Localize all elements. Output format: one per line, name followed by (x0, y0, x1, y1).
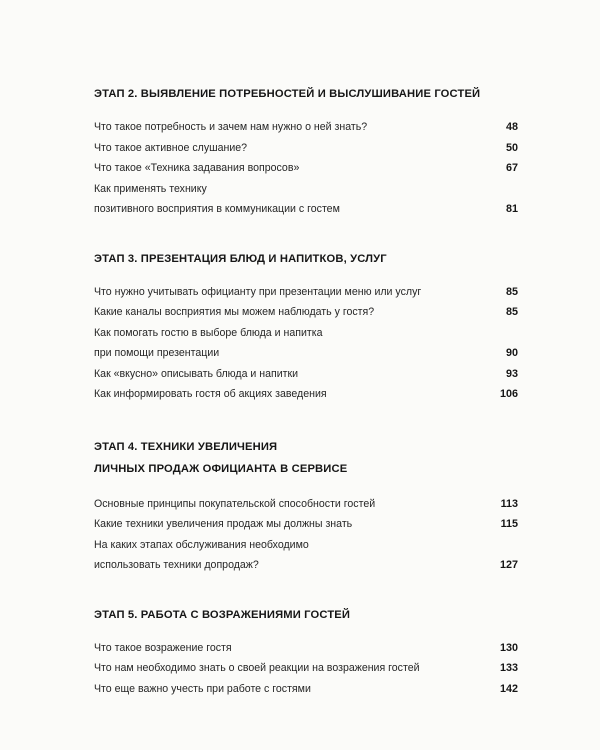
toc-entry-title-line: Что такое «Техника задавания вопросов» (94, 162, 300, 174)
toc-entry-title-line: Что еще важно учесть при работе с гостями (94, 682, 311, 695)
section-heading (94, 607, 518, 624)
toc-entry (94, 535, 518, 576)
section-heading-line: ЭТАП 3. ПРЕЗЕНТАЦИЯ БЛЮД И НАПИТКОВ, УСЛУГ (94, 252, 387, 265)
toc-entry-title (94, 658, 488, 679)
toc-entry-page-number: 67 (505, 162, 518, 174)
toc-entry (94, 302, 518, 323)
table-of-contents (94, 86, 518, 699)
toc-entry-title-line: позитивного восприятия в коммуникации с гостем (94, 203, 340, 215)
toc-entry-page-number: 81 (505, 203, 518, 215)
toc-entry-title-line: Что такое активное слушание? (94, 141, 248, 154)
toc-entry (94, 282, 518, 303)
toc-section-stage-2 (94, 86, 518, 220)
toc-entry-title-line: Что такое потребность и зачем нам нужно о ней знать? (94, 121, 368, 133)
toc-entry-page-number: 130 (499, 641, 518, 654)
toc-entry (94, 158, 518, 179)
section-heading-line: ЭТАП 2. ВЫЯВЛЕНИЕ ПОТРЕБНОСТЕЙ И ВЫСЛУШИВАНИЕ ГОСТЕЙ (94, 88, 481, 100)
toc-entry (94, 364, 518, 385)
toc-entry-page-number: 127 (499, 559, 518, 571)
toc-entry-title (94, 494, 488, 515)
toc-entry-page-number: 93 (505, 367, 518, 380)
toc-entry-page-number: 142 (499, 682, 518, 695)
toc-entry-title-line: Как применять технику (94, 182, 207, 195)
toc-entry-page-number: 50 (505, 141, 518, 154)
toc-entry-title (94, 384, 488, 405)
toc-entry-title-line: Основные принципы покупательской способности гостей (94, 497, 376, 510)
toc-entry-title (94, 282, 488, 303)
toc-entry-page-number: 106 (499, 388, 518, 400)
toc-section-stage-4 (94, 436, 518, 576)
section-heading-line: ЛИЧНЫХ ПРОДАЖ ОФИЦИАНТА В СЕРВИСЕ (94, 462, 348, 475)
section-heading (94, 436, 518, 480)
toc-entry-title-line: На каких этапах обслуживания необходимо (94, 538, 309, 551)
toc-entry-page-number: 115 (500, 518, 518, 530)
toc-entry-title-line: Как информировать гостя об акциях заведения (94, 388, 327, 400)
toc-entry-title (94, 514, 488, 535)
section-heading (94, 86, 518, 103)
toc-entry-page-number: 48 (505, 121, 518, 133)
toc-entry (94, 117, 518, 138)
toc-entry-title (94, 158, 488, 179)
toc-entry-title-line: Что нужно учитывать официанту при презентации меню или услуг (94, 285, 422, 298)
toc-entry-title-line: Как помогать гостю в выборе блюда и напитка (94, 326, 323, 339)
toc-entry-title-line: Что такое возражение гостя (94, 641, 232, 654)
toc-entry-page-number: 113 (500, 497, 518, 510)
toc-entry-page-number: 90 (505, 347, 518, 359)
toc-entry-title (94, 364, 488, 385)
toc-entry-page-number: 133 (499, 662, 518, 674)
toc-entry (94, 384, 518, 405)
toc-entry (94, 638, 518, 659)
toc-entry (94, 494, 518, 515)
toc-entry-title-line: Какие каналы восприятия мы можем наблюдать у гостя? (94, 306, 375, 318)
toc-entry-title (94, 638, 488, 659)
toc-entry-title-line: Что нам необходимо знать о своей реакции на возражения гостей (94, 662, 420, 674)
toc-entry-title (94, 535, 488, 576)
toc-entry-title (94, 138, 488, 159)
toc-entry-title (94, 179, 488, 220)
toc-entry-title (94, 117, 488, 138)
section-heading (94, 251, 518, 268)
toc-section-stage-5 (94, 607, 518, 700)
toc-entry-title-line: при помощи презентации (94, 347, 220, 359)
toc-entry-title (94, 679, 488, 700)
toc-entry-title-line: Как «вкусно» описывать блюда и напитки (94, 367, 299, 380)
toc-entry (94, 514, 518, 535)
section-heading-line: ЭТАП 4. ТЕХНИКИ УВЕЛИЧЕНИЯ (94, 440, 278, 453)
toc-section-stage-3 (94, 251, 518, 405)
toc-entry-title (94, 302, 488, 323)
toc-entry (94, 323, 518, 364)
toc-entry (94, 179, 518, 220)
toc-entry (94, 679, 518, 700)
toc-entry-page-number: 85 (505, 285, 518, 298)
toc-entry-title (94, 323, 488, 364)
toc-entry (94, 658, 518, 679)
section-heading-line: ЭТАП 5. РАБОТА С ВОЗРАЖЕНИЯМИ ГОСТЕЙ (94, 608, 351, 621)
toc-entry-title-line: Какие техники увеличения продаж мы должны знать (94, 518, 353, 530)
toc-entry-title-line: использовать техники допродаж? (94, 559, 259, 571)
toc-entry (94, 138, 518, 159)
toc-entry-page-number: 85 (505, 306, 518, 318)
